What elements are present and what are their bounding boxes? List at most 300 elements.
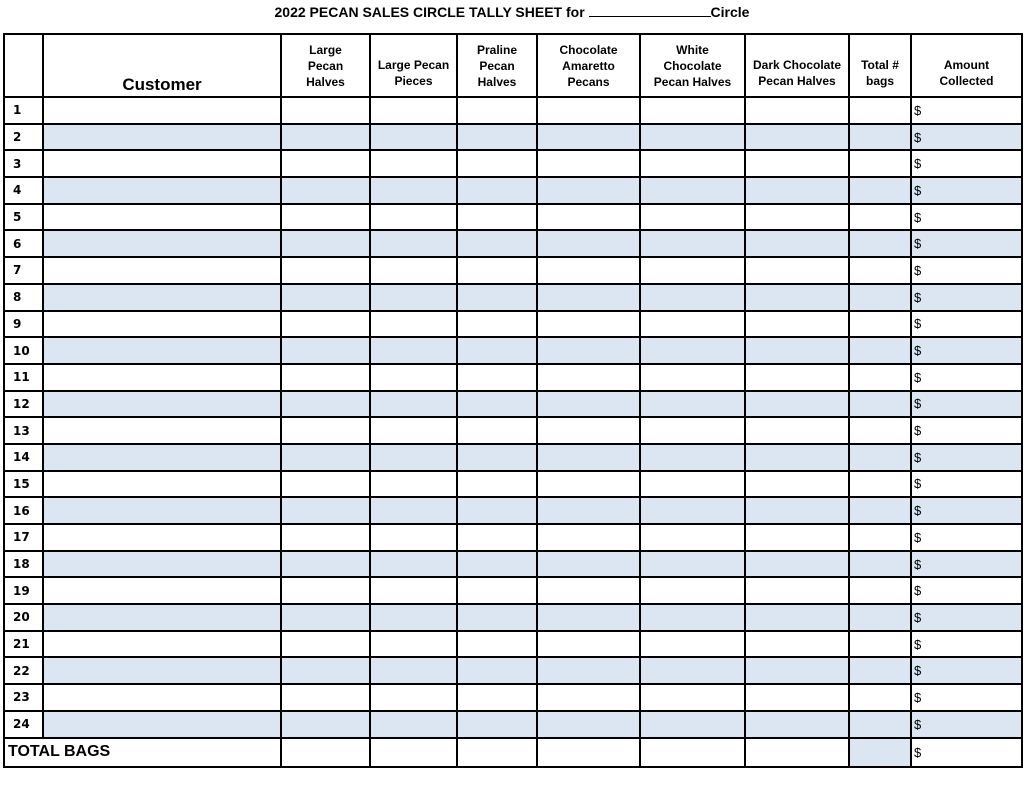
total-bags-cell[interactable] bbox=[849, 631, 911, 658]
row-number: 16 bbox=[4, 497, 43, 524]
large-pecan-halves-cell[interactable] bbox=[281, 391, 370, 418]
praline-pecan-halves-cell[interactable] bbox=[457, 257, 537, 284]
chocolate-amaretto-pecans-cell[interactable] bbox=[537, 124, 640, 151]
total-bags-cell[interactable] bbox=[849, 684, 911, 711]
large-pecan-halves-cell[interactable] bbox=[281, 657, 370, 684]
customer-cell[interactable] bbox=[43, 604, 281, 631]
large-pecan-pieces-cell[interactable] bbox=[370, 177, 457, 204]
amount-collected-cell[interactable]: $ bbox=[911, 551, 1022, 578]
total-bags-cell[interactable] bbox=[849, 497, 911, 524]
chocolate-amaretto-pecans-cell[interactable] bbox=[537, 684, 640, 711]
header-line: Pecan Halves bbox=[758, 73, 836, 88]
white-chocolate-pecan-halves-cell[interactable] bbox=[640, 551, 745, 578]
large-pecan-pieces-cell[interactable] bbox=[370, 204, 457, 231]
total-bags-label: TOTAL BAGS bbox=[4, 738, 281, 767]
dark-chocolate-pecan-halves-cell[interactable] bbox=[745, 311, 849, 338]
total-total-bags-cell[interactable] bbox=[849, 738, 911, 767]
total-bags-cell[interactable] bbox=[849, 150, 911, 177]
large-pecan-halves-cell[interactable] bbox=[281, 471, 370, 498]
dark-chocolate-pecan-halves-cell[interactable] bbox=[745, 524, 849, 551]
tally-table bbox=[3, 33, 1023, 768]
large-pecan-pieces-cell[interactable] bbox=[370, 257, 457, 284]
large-pecan-pieces-cell[interactable] bbox=[370, 577, 457, 604]
white-chocolate-pecan-halves-cell[interactable] bbox=[640, 311, 745, 338]
praline-pecan-halves-cell[interactable] bbox=[457, 177, 537, 204]
amount-collected-cell[interactable]: $ bbox=[911, 631, 1022, 658]
customer-cell[interactable] bbox=[43, 631, 281, 658]
white-chocolate-pecan-halves-cell[interactable] bbox=[640, 711, 745, 738]
dark-chocolate-pecan-halves-cell[interactable] bbox=[745, 711, 849, 738]
amount-collected-cell[interactable]: $ bbox=[911, 444, 1022, 471]
table-row bbox=[4, 657, 1022, 684]
row-number: 10 bbox=[4, 337, 43, 364]
customer-cell[interactable] bbox=[43, 391, 281, 418]
large-pecan-pieces-cell[interactable] bbox=[370, 311, 457, 338]
total-chocolate-amaretto-pecans-cell[interactable] bbox=[537, 738, 640, 767]
dark-chocolate-pecan-halves-cell[interactable] bbox=[745, 177, 849, 204]
amount-collected-cell[interactable]: $ bbox=[911, 657, 1022, 684]
table-row bbox=[4, 257, 1022, 284]
dark-chocolate-pecan-halves-cell[interactable] bbox=[745, 364, 849, 391]
large-pecan-halves-cell[interactable] bbox=[281, 311, 370, 338]
dark-chocolate-pecan-halves-cell[interactable] bbox=[745, 284, 849, 311]
large-pecan-halves-cell[interactable] bbox=[281, 364, 370, 391]
white-chocolate-pecan-halves-cell[interactable] bbox=[640, 471, 745, 498]
praline-pecan-halves-cell[interactable] bbox=[457, 337, 537, 364]
customer-cell[interactable] bbox=[43, 204, 281, 231]
total-bags-cell[interactable] bbox=[849, 657, 911, 684]
white-chocolate-pecan-halves-cell[interactable] bbox=[640, 391, 745, 418]
white-chocolate-pecan-halves-cell[interactable] bbox=[640, 177, 745, 204]
praline-pecan-halves-cell[interactable] bbox=[457, 97, 537, 124]
customer-cell[interactable] bbox=[43, 551, 281, 578]
table-row bbox=[4, 684, 1022, 711]
praline-pecan-halves-cell[interactable] bbox=[457, 657, 537, 684]
customer-cell[interactable] bbox=[43, 124, 281, 151]
chocolate-amaretto-pecans-cell[interactable] bbox=[537, 284, 640, 311]
customer-cell[interactable] bbox=[43, 471, 281, 498]
total-bags-cell[interactable] bbox=[849, 417, 911, 444]
total-bags-cell[interactable] bbox=[849, 337, 911, 364]
dark-chocolate-pecan-halves-header bbox=[745, 34, 849, 97]
white-chocolate-pecan-halves-cell[interactable] bbox=[640, 684, 745, 711]
chocolate-amaretto-pecans-cell[interactable] bbox=[537, 577, 640, 604]
row-number: 15 bbox=[4, 471, 43, 498]
header-line: Halves bbox=[477, 74, 517, 89]
dark-chocolate-pecan-halves-cell[interactable] bbox=[745, 471, 849, 498]
white-chocolate-pecan-halves-cell[interactable] bbox=[640, 604, 745, 631]
table-row bbox=[4, 204, 1022, 231]
table-row bbox=[4, 284, 1022, 311]
white-chocolate-pecan-halves-cell[interactable] bbox=[640, 230, 745, 257]
large-pecan-pieces-cell[interactable] bbox=[370, 657, 457, 684]
dark-chocolate-pecan-halves-cell[interactable] bbox=[745, 204, 849, 231]
header-line: Praline bbox=[476, 42, 518, 57]
praline-pecan-halves-cell[interactable] bbox=[457, 551, 537, 578]
large-pecan-halves-cell[interactable] bbox=[281, 257, 370, 284]
amount-collected-cell[interactable]: $ bbox=[911, 337, 1022, 364]
dark-chocolate-pecan-halves-cell[interactable] bbox=[745, 150, 849, 177]
amount-collected-cell[interactable]: $ bbox=[911, 471, 1022, 498]
header-line: bags bbox=[865, 73, 894, 88]
chocolate-amaretto-pecans-cell[interactable] bbox=[537, 177, 640, 204]
dark-chocolate-pecan-halves-cell[interactable] bbox=[745, 444, 849, 471]
large-pecan-halves-cell[interactable] bbox=[281, 124, 370, 151]
header-line: Pecan Halves bbox=[653, 74, 732, 89]
customer-cell[interactable] bbox=[43, 97, 281, 124]
praline-pecan-halves-cell[interactable] bbox=[457, 230, 537, 257]
total-white-chocolate-pecan-halves-cell[interactable] bbox=[640, 738, 745, 767]
chocolate-amaretto-pecans-cell[interactable] bbox=[537, 711, 640, 738]
large-pecan-pieces-cell[interactable] bbox=[370, 124, 457, 151]
amount-collected-cell[interactable]: $ bbox=[911, 124, 1022, 151]
large-pecan-halves-cell[interactable] bbox=[281, 230, 370, 257]
large-pecan-halves-cell[interactable] bbox=[281, 577, 370, 604]
dark-chocolate-pecan-halves-cell[interactable] bbox=[745, 657, 849, 684]
table-row bbox=[4, 604, 1022, 631]
dark-chocolate-pecan-halves-cell[interactable] bbox=[745, 257, 849, 284]
large-pecan-pieces-cell[interactable] bbox=[370, 551, 457, 578]
chocolate-amaretto-pecans-cell[interactable] bbox=[537, 524, 640, 551]
header-line: Large bbox=[309, 42, 342, 57]
row-number-header bbox=[4, 34, 43, 97]
dark-chocolate-pecan-halves-cell[interactable] bbox=[745, 337, 849, 364]
row-number: 23 bbox=[4, 684, 43, 711]
customer-header: Customer bbox=[43, 34, 281, 97]
amount-collected-cell[interactable]: $ bbox=[911, 711, 1022, 738]
dark-chocolate-pecan-halves-cell[interactable] bbox=[745, 604, 849, 631]
circle-name-blank[interactable] bbox=[589, 4, 711, 17]
customer-cell[interactable] bbox=[43, 711, 281, 738]
total-bags-cell[interactable] bbox=[849, 124, 911, 151]
amount-collected-header bbox=[911, 34, 1022, 97]
amount-collected-cell[interactable]: $ bbox=[911, 497, 1022, 524]
total-bags-cell[interactable] bbox=[849, 551, 911, 578]
amount-collected-cell[interactable]: $ bbox=[911, 97, 1022, 124]
customer-cell[interactable] bbox=[43, 284, 281, 311]
header-line: Pieces bbox=[394, 73, 433, 88]
praline-pecan-halves-cell[interactable] bbox=[457, 444, 537, 471]
praline-pecan-halves-cell[interactable] bbox=[457, 631, 537, 658]
chocolate-amaretto-pecans-cell[interactable] bbox=[537, 204, 640, 231]
customer-cell[interactable] bbox=[43, 577, 281, 604]
white-chocolate-pecan-halves-header bbox=[640, 34, 745, 97]
table-row bbox=[4, 551, 1022, 578]
chocolate-amaretto-pecans-cell[interactable] bbox=[537, 337, 640, 364]
white-chocolate-pecan-halves-cell[interactable] bbox=[640, 444, 745, 471]
large-pecan-pieces-cell[interactable] bbox=[370, 284, 457, 311]
large-pecan-halves-cell[interactable] bbox=[281, 551, 370, 578]
total-bags-cell[interactable] bbox=[849, 471, 911, 498]
row-number: 20 bbox=[4, 604, 43, 631]
customer-cell[interactable] bbox=[43, 524, 281, 551]
customer-cell[interactable] bbox=[43, 311, 281, 338]
chocolate-amaretto-pecans-cell[interactable] bbox=[537, 631, 640, 658]
large-pecan-halves-cell[interactable] bbox=[281, 684, 370, 711]
total-bags-cell[interactable] bbox=[849, 444, 911, 471]
dark-chocolate-pecan-halves-cell[interactable] bbox=[745, 97, 849, 124]
table-row bbox=[4, 577, 1022, 604]
dark-chocolate-pecan-halves-cell[interactable] bbox=[745, 684, 849, 711]
praline-pecan-halves-cell[interactable] bbox=[457, 417, 537, 444]
chocolate-amaretto-pecans-cell[interactable] bbox=[537, 604, 640, 631]
chocolate-amaretto-pecans-cell[interactable] bbox=[537, 311, 640, 338]
header-line: Pecan bbox=[307, 58, 344, 73]
table-row bbox=[4, 524, 1022, 551]
total-bags-cell[interactable] bbox=[849, 284, 911, 311]
large-pecan-halves-cell[interactable] bbox=[281, 204, 370, 231]
customer-cell[interactable] bbox=[43, 684, 281, 711]
table-row bbox=[4, 631, 1022, 658]
amount-collected-cell[interactable]: $ bbox=[911, 391, 1022, 418]
customer-cell[interactable] bbox=[43, 657, 281, 684]
total-bags-cell[interactable] bbox=[849, 177, 911, 204]
white-chocolate-pecan-halves-cell[interactable] bbox=[640, 257, 745, 284]
customer-cell[interactable] bbox=[43, 444, 281, 471]
total-bags-cell[interactable] bbox=[849, 257, 911, 284]
dark-chocolate-pecan-halves-cell[interactable] bbox=[745, 551, 849, 578]
title-prefix: 2022 PECAN SALES CIRCLE TALLY SHEET for bbox=[274, 4, 589, 20]
praline-pecan-halves-cell[interactable] bbox=[457, 684, 537, 711]
customer-cell[interactable] bbox=[43, 230, 281, 257]
large-pecan-pieces-cell[interactable] bbox=[370, 150, 457, 177]
chocolate-amaretto-pecans-cell[interactable] bbox=[537, 497, 640, 524]
chocolate-amaretto-pecans-cell[interactable] bbox=[537, 551, 640, 578]
header-line: Amount bbox=[943, 57, 990, 72]
amount-collected-cell[interactable]: $ bbox=[911, 364, 1022, 391]
dark-chocolate-pecan-halves-cell[interactable] bbox=[745, 577, 849, 604]
amount-collected-cell[interactable]: $ bbox=[911, 684, 1022, 711]
customer-cell[interactable] bbox=[43, 257, 281, 284]
page-title bbox=[0, 4, 1024, 20]
row-number: 3 bbox=[4, 150, 43, 177]
praline-pecan-halves-cell[interactable] bbox=[457, 524, 537, 551]
total-bags-cell[interactable] bbox=[849, 364, 911, 391]
table-row bbox=[4, 177, 1022, 204]
row-number: 4 bbox=[4, 177, 43, 204]
row-number: 11 bbox=[4, 364, 43, 391]
large-pecan-halves-cell[interactable] bbox=[281, 417, 370, 444]
total-large-pecan-halves-cell[interactable] bbox=[281, 738, 370, 767]
customer-cell[interactable] bbox=[43, 497, 281, 524]
praline-pecan-halves-cell[interactable] bbox=[457, 471, 537, 498]
chocolate-amaretto-pecans-cell[interactable] bbox=[537, 471, 640, 498]
table-row bbox=[4, 97, 1022, 124]
white-chocolate-pecan-halves-cell[interactable] bbox=[640, 497, 745, 524]
white-chocolate-pecan-halves-cell[interactable] bbox=[640, 417, 745, 444]
row-number: 17 bbox=[4, 524, 43, 551]
large-pecan-halves-cell[interactable] bbox=[281, 497, 370, 524]
white-chocolate-pecan-halves-cell[interactable] bbox=[640, 337, 745, 364]
chocolate-amaretto-pecans-cell[interactable] bbox=[537, 230, 640, 257]
total-bags-cell[interactable] bbox=[849, 97, 911, 124]
praline-pecan-halves-header bbox=[457, 34, 537, 97]
large-pecan-pieces-cell[interactable] bbox=[370, 391, 457, 418]
table-row bbox=[4, 497, 1022, 524]
large-pecan-pieces-cell[interactable] bbox=[370, 711, 457, 738]
row-number: 6 bbox=[4, 230, 43, 257]
row-number: 1 bbox=[4, 97, 43, 124]
header-line: Chocolate bbox=[559, 42, 618, 57]
total-bags-header bbox=[849, 34, 911, 97]
row-number: 5 bbox=[4, 204, 43, 231]
total-bags-cell[interactable] bbox=[849, 711, 911, 738]
large-pecan-pieces-cell[interactable] bbox=[370, 604, 457, 631]
chocolate-amaretto-pecans-header bbox=[537, 34, 640, 97]
table-row bbox=[4, 711, 1022, 738]
large-pecan-halves-cell[interactable] bbox=[281, 284, 370, 311]
header-line: Amaretto bbox=[562, 58, 615, 73]
white-chocolate-pecan-halves-cell[interactable] bbox=[640, 204, 745, 231]
dark-chocolate-pecan-halves-cell[interactable] bbox=[745, 124, 849, 151]
total-bags-cell[interactable] bbox=[849, 204, 911, 231]
large-pecan-pieces-cell[interactable] bbox=[370, 471, 457, 498]
white-chocolate-pecan-halves-cell[interactable] bbox=[640, 657, 745, 684]
table-row bbox=[4, 311, 1022, 338]
white-chocolate-pecan-halves-cell[interactable] bbox=[640, 150, 745, 177]
table-row bbox=[4, 124, 1022, 151]
total-praline-pecan-halves-cell[interactable] bbox=[457, 738, 537, 767]
header-line: Large Pecan bbox=[377, 57, 450, 72]
table-row bbox=[4, 471, 1022, 498]
white-chocolate-pecan-halves-cell[interactable] bbox=[640, 97, 745, 124]
large-pecan-halves-cell[interactable] bbox=[281, 337, 370, 364]
praline-pecan-halves-cell[interactable] bbox=[457, 150, 537, 177]
large-pecan-halves-cell[interactable] bbox=[281, 444, 370, 471]
amount-collected-cell[interactable]: $ bbox=[911, 524, 1022, 551]
chocolate-amaretto-pecans-cell[interactable] bbox=[537, 97, 640, 124]
total-bags-row bbox=[4, 738, 1022, 767]
customer-cell[interactable] bbox=[43, 364, 281, 391]
amount-collected-cell[interactable]: $ bbox=[911, 284, 1022, 311]
row-number: 7 bbox=[4, 257, 43, 284]
praline-pecan-halves-cell[interactable] bbox=[457, 364, 537, 391]
customer-cell[interactable] bbox=[43, 177, 281, 204]
total-dark-chocolate-pecan-halves-cell[interactable] bbox=[745, 738, 849, 767]
praline-pecan-halves-cell[interactable] bbox=[457, 391, 537, 418]
amount-collected-cell[interactable]: $ bbox=[911, 417, 1022, 444]
table-row bbox=[4, 230, 1022, 257]
row-number: 2 bbox=[4, 124, 43, 151]
large-pecan-halves-cell[interactable] bbox=[281, 524, 370, 551]
chocolate-amaretto-pecans-cell[interactable] bbox=[537, 417, 640, 444]
chocolate-amaretto-pecans-cell[interactable] bbox=[537, 150, 640, 177]
amount-collected-cell[interactable]: $ bbox=[911, 311, 1022, 338]
dark-chocolate-pecan-halves-cell[interactable] bbox=[745, 417, 849, 444]
row-number: 18 bbox=[4, 551, 43, 578]
table-row bbox=[4, 337, 1022, 364]
large-pecan-pieces-cell[interactable] bbox=[370, 97, 457, 124]
praline-pecan-halves-cell[interactable] bbox=[457, 577, 537, 604]
large-pecan-halves-cell[interactable] bbox=[281, 97, 370, 124]
chocolate-amaretto-pecans-cell[interactable] bbox=[537, 657, 640, 684]
large-pecan-halves-cell[interactable] bbox=[281, 631, 370, 658]
white-chocolate-pecan-halves-cell[interactable] bbox=[640, 284, 745, 311]
row-number: 13 bbox=[4, 417, 43, 444]
dark-chocolate-pecan-halves-cell[interactable] bbox=[745, 230, 849, 257]
large-pecan-halves-cell[interactable] bbox=[281, 604, 370, 631]
total-bags-cell[interactable] bbox=[849, 524, 911, 551]
dark-chocolate-pecan-halves-cell[interactable] bbox=[745, 631, 849, 658]
customer-cell[interactable] bbox=[43, 150, 281, 177]
row-number: 21 bbox=[4, 631, 43, 658]
row-number: 12 bbox=[4, 391, 43, 418]
large-pecan-pieces-cell[interactable] bbox=[370, 364, 457, 391]
large-pecan-halves-header bbox=[281, 34, 370, 97]
large-pecan-pieces-cell[interactable] bbox=[370, 444, 457, 471]
header-line: Pecan bbox=[479, 58, 515, 73]
dark-chocolate-pecan-halves-cell[interactable] bbox=[745, 391, 849, 418]
amount-collected-cell[interactable]: $ bbox=[911, 204, 1022, 231]
chocolate-amaretto-pecans-cell[interactable] bbox=[537, 391, 640, 418]
large-pecan-pieces-cell[interactable] bbox=[370, 524, 457, 551]
praline-pecan-halves-cell[interactable] bbox=[457, 497, 537, 524]
amount-collected-cell[interactable]: $ bbox=[911, 230, 1022, 257]
customer-cell[interactable] bbox=[43, 337, 281, 364]
white-chocolate-pecan-halves-cell[interactable] bbox=[640, 631, 745, 658]
chocolate-amaretto-pecans-cell[interactable] bbox=[537, 364, 640, 391]
header-line: Dark Chocolate bbox=[752, 57, 842, 72]
large-pecan-halves-cell[interactable] bbox=[281, 711, 370, 738]
large-pecan-pieces-cell[interactable] bbox=[370, 337, 457, 364]
amount-collected-cell[interactable]: $ bbox=[911, 604, 1022, 631]
chocolate-amaretto-pecans-cell[interactable] bbox=[537, 257, 640, 284]
header-line: Halves bbox=[306, 74, 345, 89]
total-bags-cell[interactable] bbox=[849, 230, 911, 257]
praline-pecan-halves-cell[interactable] bbox=[457, 311, 537, 338]
amount-collected-cell[interactable]: $ bbox=[911, 150, 1022, 177]
header-line: White bbox=[676, 42, 709, 57]
amount-collected-cell[interactable]: $ bbox=[911, 577, 1022, 604]
title-suffix: Circle bbox=[710, 4, 750, 20]
large-pecan-halves-cell[interactable] bbox=[281, 150, 370, 177]
white-chocolate-pecan-halves-cell[interactable] bbox=[640, 124, 745, 151]
header-line: Pecans bbox=[567, 74, 610, 89]
row-number: 24 bbox=[4, 711, 43, 738]
praline-pecan-halves-cell[interactable] bbox=[457, 711, 537, 738]
white-chocolate-pecan-halves-cell[interactable] bbox=[640, 577, 745, 604]
large-pecan-pieces-cell[interactable] bbox=[370, 631, 457, 658]
total-bags-cell[interactable] bbox=[849, 391, 911, 418]
large-pecan-pieces-header bbox=[370, 34, 457, 97]
large-pecan-pieces-cell[interactable] bbox=[370, 684, 457, 711]
customer-cell[interactable] bbox=[43, 417, 281, 444]
praline-pecan-halves-cell[interactable] bbox=[457, 204, 537, 231]
header-line: Total # bbox=[861, 57, 899, 72]
amount-collected-cell[interactable]: $ bbox=[911, 177, 1022, 204]
large-pecan-pieces-cell[interactable] bbox=[370, 417, 457, 444]
chocolate-amaretto-pecans-cell[interactable] bbox=[537, 444, 640, 471]
white-chocolate-pecan-halves-cell[interactable] bbox=[640, 364, 745, 391]
white-chocolate-pecan-halves-cell[interactable] bbox=[640, 524, 745, 551]
row-number: 8 bbox=[4, 284, 43, 311]
total-bags-cell[interactable] bbox=[849, 311, 911, 338]
table-row bbox=[4, 417, 1022, 444]
total-amount-collected-cell[interactable]: $ bbox=[911, 738, 1022, 767]
large-pecan-pieces-cell[interactable] bbox=[370, 230, 457, 257]
praline-pecan-halves-cell[interactable] bbox=[457, 284, 537, 311]
amount-collected-cell[interactable]: $ bbox=[911, 257, 1022, 284]
header-row bbox=[4, 34, 1022, 97]
praline-pecan-halves-cell[interactable] bbox=[457, 604, 537, 631]
total-bags-cell[interactable] bbox=[849, 577, 911, 604]
large-pecan-halves-cell[interactable] bbox=[281, 177, 370, 204]
large-pecan-pieces-cell[interactable] bbox=[370, 497, 457, 524]
total-large-pecan-pieces-cell[interactable] bbox=[370, 738, 457, 767]
praline-pecan-halves-cell[interactable] bbox=[457, 124, 537, 151]
dark-chocolate-pecan-halves-cell[interactable] bbox=[745, 497, 849, 524]
total-bags-cell[interactable] bbox=[849, 604, 911, 631]
